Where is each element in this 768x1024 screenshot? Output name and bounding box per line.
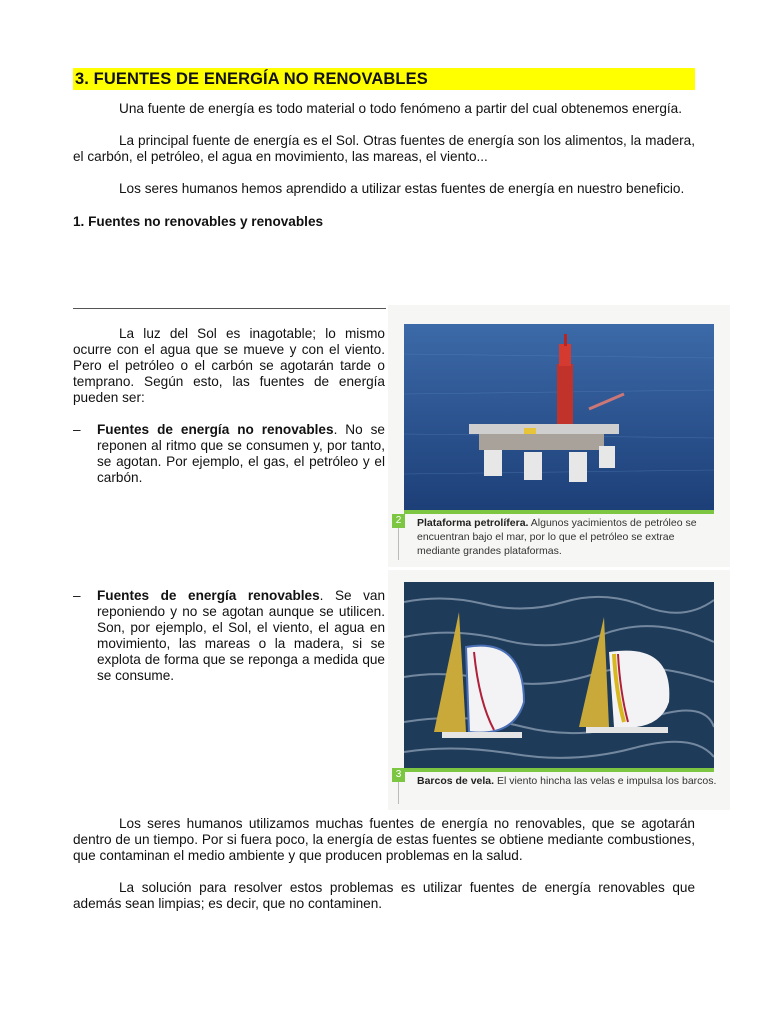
closing-paragraph-2: La solución para resolver estos problemas es utilizar fuentes de energía renovables que además sean limpias; es decir, que no contaminen. bbox=[73, 880, 695, 911]
oil-platform-photo bbox=[404, 324, 714, 510]
subsection-heading: 1. Fuentes no renovables y renovables bbox=[73, 214, 324, 229]
caption-text: Algunos yacimientos de petróleo se encuentran bajo el mar, por lo que el petróleo se extrae mediante grandes plataformas. bbox=[417, 517, 697, 557]
figure-caption bbox=[417, 774, 717, 788]
figure-number: 2 bbox=[392, 514, 405, 528]
dash-bullet: – bbox=[73, 422, 81, 437]
document-page bbox=[73, 68, 695, 230]
sailboats-photo bbox=[404, 582, 714, 768]
caption-rule bbox=[398, 782, 399, 804]
bullet-text: . No se reponen al ritmo que se consumen y, por tanto, se agotan. Por ejemplo, el gas, el petróleo y el carbón. bbox=[97, 422, 385, 485]
figure-caption bbox=[417, 516, 717, 558]
figure-sailboats bbox=[388, 570, 730, 810]
bullet-text: . Se van reponiendo y no se agotan aunque se utilicen. Son, por ejemplo, el Sol, el viento, el agua en movimiento, las mareas o la madera, si se explota de forma que se reponga a medida que se consume. bbox=[97, 588, 385, 683]
caption-title: Barcos de vela. bbox=[417, 775, 495, 787]
caption-rule bbox=[398, 528, 399, 560]
figure-number: 3 bbox=[392, 768, 405, 782]
closing-paragraph-1: Los seres humanos utilizamos muchas fuentes de energía no renovables, que se agotarán dentro de un tiempo. Por si fuera poco, la energía de estas fuentes se obtiene mediante combustiones, que contaminan el medio ambiente y que producen problemas en la salud. bbox=[73, 816, 695, 863]
section-heading: 3. FUENTES DE ENERGÍA NO RENOVABLES bbox=[73, 68, 695, 90]
bullet-term: Fuentes de energía renovables bbox=[97, 588, 320, 603]
caption-title: Plataforma petrolífera. bbox=[417, 517, 529, 529]
intro-paragraph-1: Una fuente de energía es todo material o todo fenómeno a partir del cual obtenemos energía. bbox=[119, 101, 682, 116]
dash-bullet: – bbox=[73, 588, 81, 603]
figure-oil-platform bbox=[388, 305, 730, 567]
intro-paragraph-2: La principal fuente de energía es el Sol. Otras fuentes de energía son los alimentos, la madera, el carbón, el petróleo, el agua en movimiento, las mareas, el viento... bbox=[73, 133, 695, 164]
column-intro: La luz del Sol es inagotable; lo mismo ocurre con el agua que se mueve y con el viento. Pero el petróleo o el carbón se agotarán tarde o temprano. Según esto, las fuentes de energía pueden ser: bbox=[73, 326, 385, 405]
caption-accent-bar bbox=[404, 510, 714, 514]
divider-line bbox=[73, 308, 386, 309]
bullet-renewable bbox=[73, 588, 385, 684]
caption-accent-bar bbox=[404, 768, 714, 772]
closing-section bbox=[73, 816, 695, 912]
bullet-non-renewable bbox=[73, 422, 385, 486]
caption-text: El viento hincha las velas e impulsa los barcos. bbox=[494, 775, 717, 787]
left-column bbox=[73, 326, 385, 486]
left-column-lower bbox=[73, 588, 385, 684]
intro-paragraph-3: Los seres humanos hemos aprendido a utilizar estas fuentes de energía en nuestro beneficio. bbox=[119, 181, 685, 196]
bullet-term: Fuentes de energía no renovables bbox=[97, 422, 334, 437]
